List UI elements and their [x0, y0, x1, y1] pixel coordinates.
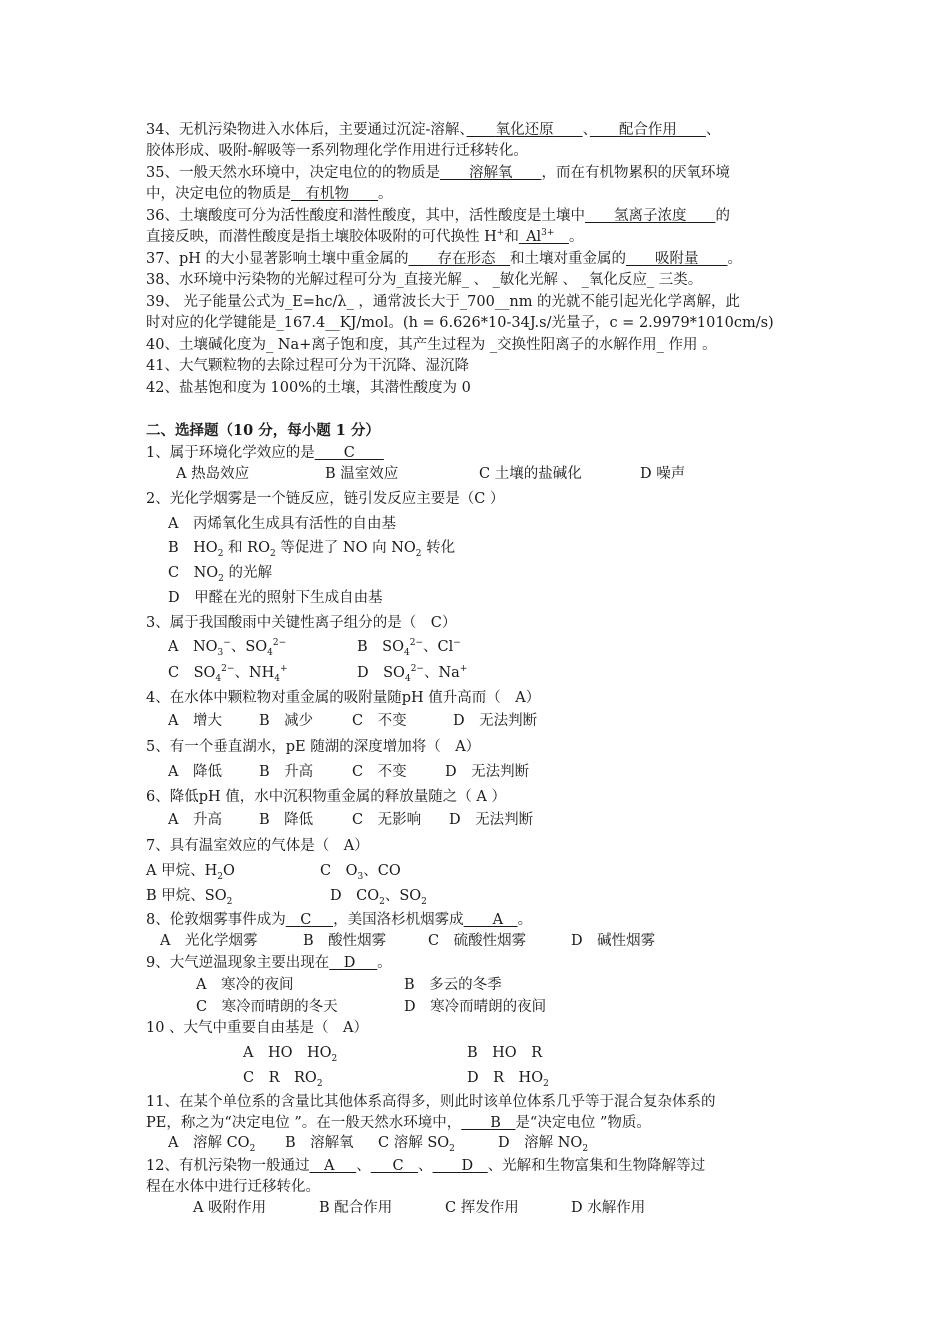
choice-12-opt-b: B 配合作用	[319, 1200, 393, 1216]
choice-1-opt-d: D 噪声	[640, 466, 686, 482]
choice-1-stem: 1、属于环境化学效应的是 C	[146, 445, 355, 461]
choice-6-opt-b: B 降低	[259, 812, 314, 828]
choice-9-stem: 9、大气逆温现象主要出现在 D 。	[146, 955, 392, 971]
choice-5-opt-c: C 不变	[352, 764, 407, 780]
choice-2-opt-b: B $HO_2$ 和 $RO_2$ 等促进了 NO 向 $NO_2$ 转化	[168, 540, 456, 559]
choice-7-opt-b: B 甲烷、$SO_2$	[146, 888, 233, 907]
choice-10-opt-a: A HO $HO_2$	[243, 1045, 338, 1064]
choice-11-opt-d: D 溶解 $NO_2$	[498, 1135, 589, 1154]
choice-2-stem: 2、光化学烟雾是一个链反应，链引发反应主要是（C ）	[146, 491, 505, 507]
choice-3-opt-b: B $SO_4^{2-}$、Cl−	[357, 638, 461, 658]
question-34-cont: 胶体形成、吸附-解吸等一系列物理化学作用进行迁移转化。	[146, 143, 528, 159]
choice-3-opt-d: D $SO_4^{2-}$、Na+	[357, 664, 468, 684]
choice-12-stem-cont: 程在水体中进行迁移转化。	[146, 1179, 320, 1195]
question-42: 42、盐基饱和度为 100%的土壤，其潜性酸度为 0	[146, 380, 471, 396]
choice-9-opt-c: C 寒冷而晴朗的冬天	[196, 999, 338, 1015]
choice-1-opt-b: B 温室效应	[325, 466, 399, 482]
choice-4-opt-d: D 无法判断	[453, 713, 538, 729]
choice-3-stem: 3、属于我国酸雨中关键性离子组分的是（ C）	[146, 615, 457, 631]
choice-11-opt-a: A 溶解 $CO_2$	[168, 1135, 256, 1154]
choice-6-opt-a: A 升高	[168, 812, 222, 828]
choice-1-opt-a: A 热岛效应	[176, 466, 250, 482]
choice-5-opt-d: D 无法判断	[445, 764, 530, 780]
choice-11-opt-b: B 溶解氧	[285, 1135, 354, 1151]
choice-12-opt-d: D 水解作用	[571, 1200, 646, 1216]
choice-6-opt-d: D 无法判断	[449, 812, 534, 828]
choice-2-opt-c: C $NO_2$ 的光解	[168, 565, 273, 584]
choice-6-opt-c: C 无影响	[352, 812, 422, 828]
section-heading: 二、选择题（10 分，每小题 1 分）	[146, 422, 380, 439]
choice-8-opt-b: B 酸性烟雾	[303, 933, 387, 949]
choice-10-opt-c: C R $RO_2$	[243, 1070, 323, 1089]
choice-4-opt-a: A 增大	[168, 713, 222, 729]
choice-9-opt-d: D 寒冷而晴朗的夜间	[404, 999, 547, 1015]
choice-12-stem: 12、有机污染物一般通过 A 、 C 、 D 、光解和生物富集和生物降解等过	[146, 1158, 706, 1174]
question-41: 41、大气颗粒物的去除过程可分为干沉降、湿沉降	[146, 358, 469, 374]
choice-10-opt-d: D R $HO_2$	[467, 1070, 549, 1089]
question-39: 39、 光子能量公式为_E=hc/λ_ ，通常波长大于_700__nm 的光就不能引起光化学离解，此	[146, 294, 741, 310]
choice-11-stem-cont: PE，称之为“决定电位 ”。在一般天然水环境中， B 是“决定电位 ”物质。	[146, 1115, 651, 1131]
choice-5-stem: 5、有一个垂直湖水，pE 随湖的深度增加将（ A）	[146, 739, 481, 755]
choice-3-opt-a: A $NO_3^-$、$SO_4^{2-}$	[168, 638, 287, 658]
choice-8-stem: 8、伦敦烟雾事件成为 C ，美国洛杉机烟雾成 A 。	[146, 912, 533, 928]
question-35-cont: 中，决定电位的物质是 有机物 。	[146, 186, 393, 202]
question-37: 37、pH 的大小显著影响土壤中重金属的 存在形态 和土壤对重金属的 吸附量 。	[146, 251, 742, 267]
choice-10-stem: 10 、大气中重要自由基是（ A）	[146, 1020, 369, 1036]
choice-2-opt-a: A 丙烯氧化生成具有活性的自由基	[168, 516, 396, 532]
choice-8-opt-d: D 碱性烟雾	[571, 933, 656, 949]
choice-5-opt-a: A 降低	[168, 764, 222, 780]
choice-2-opt-d: D 甲醛在光的照射下生成自由基	[168, 590, 383, 606]
choice-8-opt-c: C 硫酸性烟雾	[428, 933, 527, 949]
choice-1-opt-c: C 土壤的盐碱化	[479, 466, 582, 482]
choice-4-stem: 4、在水体中颗粒物对重金属的吸附量随pH 值升高而（ A）	[146, 690, 541, 706]
choice-12-opt-a: A 吸附作用	[193, 1200, 267, 1216]
question-36-cont: 直接反映，而潜性酸度是指土壤胶体吸附的可代换性 H+和 $Al^{3+}$ 。	[146, 228, 584, 245]
question-36: 36、土壤酸度可分为活性酸度和潜性酸度，其中，活性酸度是土壤中 氢离子浓度 的	[146, 208, 730, 224]
choice-4-opt-c: C 不变	[352, 713, 407, 729]
choice-7-opt-d: D $CO_2$、$SO_2$	[330, 888, 427, 907]
question-39-cont: 时对应的化学键能是_167.4__KJ/mol。(h = 6.626*10-34J.s/光量子，c = 2.9979*1010cm/s)	[146, 315, 774, 331]
choice-6-stem: 6、降低pH 值，水中沉积物重金属的释放量随之（ A ）	[146, 789, 506, 805]
choice-7-opt-c: C $O_3$、CO	[320, 863, 401, 882]
choice-8-opt-a: A 光化学烟雾	[160, 933, 258, 949]
question-35: 35、一般天然水环境中，决定电位的的物质是 溶解氧 ，而在有机物累积的厌氧环境	[146, 165, 730, 181]
choice-12-opt-c: C 挥发作用	[445, 1200, 519, 1216]
choice-11-stem: 11、在某个单位系的含量比其他体系高得多，则此时该单位体系几乎等于混合复杂体系的	[146, 1094, 716, 1110]
question-34: 34、无机污染物进入水体后，主要通过沉淀-溶解、 氧化还原 、 配合作用 、	[146, 122, 721, 138]
choice-9-opt-b: B 多云的冬季	[404, 977, 502, 993]
choice-10-opt-b: B HO R	[467, 1045, 543, 1061]
choice-3-opt-c: C $SO_4^{2-}$、$NH_4^+$	[168, 664, 288, 684]
question-40: 40、土壤碱化度为_ Na+离子饱和度，其产生过程为 _交换性阳离子的水解作用_ 作用 。	[146, 337, 717, 353]
choice-7-stem: 7、具有温室效应的气体是（ A）	[146, 838, 369, 854]
choice-5-opt-b: B 升高	[259, 764, 314, 780]
question-38: 38、水环境中污染物的光解过程可分为_直接光解_ 、 _敏化光解 、 _氧化反应_ 三类。	[146, 272, 703, 288]
choice-9-opt-a: A 寒冷的夜间	[196, 977, 294, 993]
choice-11-opt-c: C 溶解 $SO_2$	[378, 1135, 455, 1154]
choice-4-opt-b: B 减少	[259, 713, 314, 729]
choice-7-opt-a: A 甲烷、$H_2O$	[146, 863, 235, 882]
